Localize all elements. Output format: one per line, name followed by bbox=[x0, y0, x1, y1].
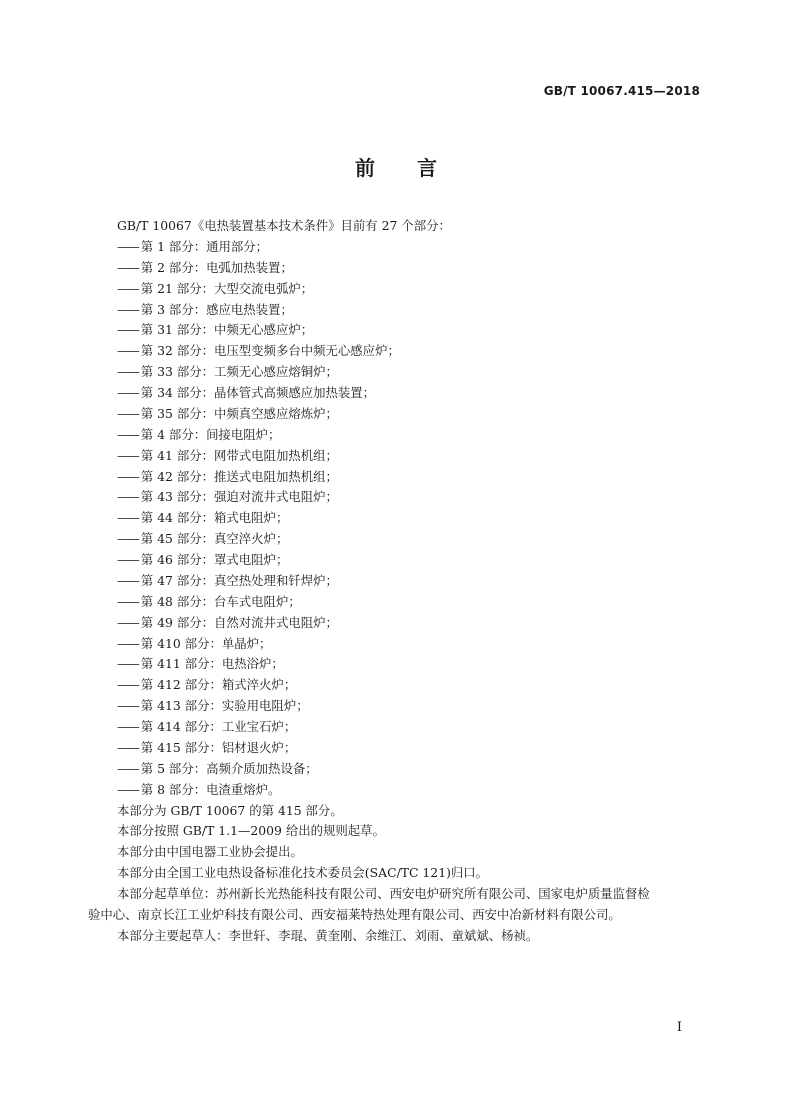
part-list-item: —— 第 413 部分：实验用电阻炉； bbox=[117, 696, 707, 717]
page-title: 前言 bbox=[355, 156, 479, 180]
foreword-body bbox=[88, 216, 707, 947]
part-list-item: —— 第 415 部分：铝材退火炉； bbox=[117, 738, 707, 759]
part-list-item: —— 第 3 部分：感应电热装置； bbox=[117, 300, 707, 321]
drafting-units-line1: 本部分起草单位：苏州新长光热能科技有限公司、西安电炉研究所有限公司、国家电炉质量监督检 bbox=[117, 886, 650, 901]
page-number: I bbox=[676, 1020, 682, 1035]
part-list-item: —— 第 41 部分：网带式电阻加热机组； bbox=[117, 446, 707, 467]
drafters-statement: 本部分主要起草人：李世轩、李琨、黄奎刚、余维江、刘雨、童斌斌、杨祯。 bbox=[117, 927, 539, 943]
part-list-item: —— 第 21 部分：大型交流电弧炉； bbox=[117, 279, 707, 300]
part-of-statement: 本部分为 GB/T 10067 的第 415 部分。 bbox=[117, 802, 343, 818]
part-list-item: —— 第 49 部分：自然对流井式电阻炉； bbox=[117, 613, 707, 634]
part-list-item: —— 第 5 部分：高频介质加热设备； bbox=[117, 759, 707, 780]
part-list-item: —— 第 4 部分：间接电阻炉； bbox=[117, 425, 707, 446]
drafting-rule-statement: 本部分按照 GB/T 1.1—2009 给出的规则起草。 bbox=[117, 823, 385, 839]
part-list-item: —— 第 34 部分：晶体管式高频感应加热装置； bbox=[117, 383, 707, 404]
part-list-item: —— 第 2 部分：电弧加热装置； bbox=[117, 258, 707, 279]
proposed-by-statement: 本部分由中国电器工业协会提出。 bbox=[117, 844, 303, 860]
part-list-item: —— 第 414 部分：工业宝石炉； bbox=[117, 717, 707, 738]
drafting-units-line2: 验中心、南京长江工业炉科技有限公司、西安福莱特热处理有限公司、西安中冶新材料有限公司。 bbox=[88, 906, 621, 922]
part-list-item: —— 第 44 部分：箱式电阻炉； bbox=[117, 508, 707, 529]
part-list-item: —— 第 43 部分：强迫对流井式电阻炉； bbox=[117, 487, 707, 508]
part-list-item: —— 第 412 部分：箱式淬火炉； bbox=[117, 675, 707, 696]
part-list-item: —— 第 45 部分：真空淬火炉； bbox=[117, 529, 707, 550]
part-list-item: —— 第 410 部分：单晶炉； bbox=[117, 634, 707, 655]
part-list-item: —— 第 47 部分：真空热处理和钎焊炉； bbox=[117, 571, 707, 592]
part-list-item: —— 第 32 部分：电压型变频多台中频无心感应炉； bbox=[117, 341, 707, 362]
managed-by-statement: 本部分由全国工业电热设备标准化技术委员会(SAC/TC 121)归口。 bbox=[117, 865, 489, 881]
part-list-item: —— 第 46 部分：罩式电阻炉； bbox=[117, 550, 707, 571]
part-list-item: —— 第 8 部分：电渣重熔炉。 bbox=[117, 780, 707, 801]
part-list-item: —— 第 42 部分：推送式电阻加热机组； bbox=[117, 467, 707, 488]
part-list-item: —— 第 1 部分：通用部分； bbox=[117, 237, 707, 258]
part-list-item: —— 第 31 部分：中频无心感应炉； bbox=[117, 320, 707, 341]
part-list-item: —— 第 411 部分：电热浴炉； bbox=[117, 654, 707, 675]
part-list-item: —— 第 48 部分：台车式电阻炉； bbox=[117, 592, 707, 613]
parts-list bbox=[117, 237, 707, 801]
intro-paragraph: GB/T 10067《电热装置基本技术条件》目前有 27 个部分： bbox=[117, 218, 451, 233]
standard-code-header: GB/T 10067.415—2018 bbox=[543, 84, 700, 98]
part-list-item: —— 第 35 部分：中频真空感应熔炼炉； bbox=[117, 404, 707, 425]
part-list-item: —— 第 33 部分：工频无心感应熔铜炉； bbox=[117, 362, 707, 383]
